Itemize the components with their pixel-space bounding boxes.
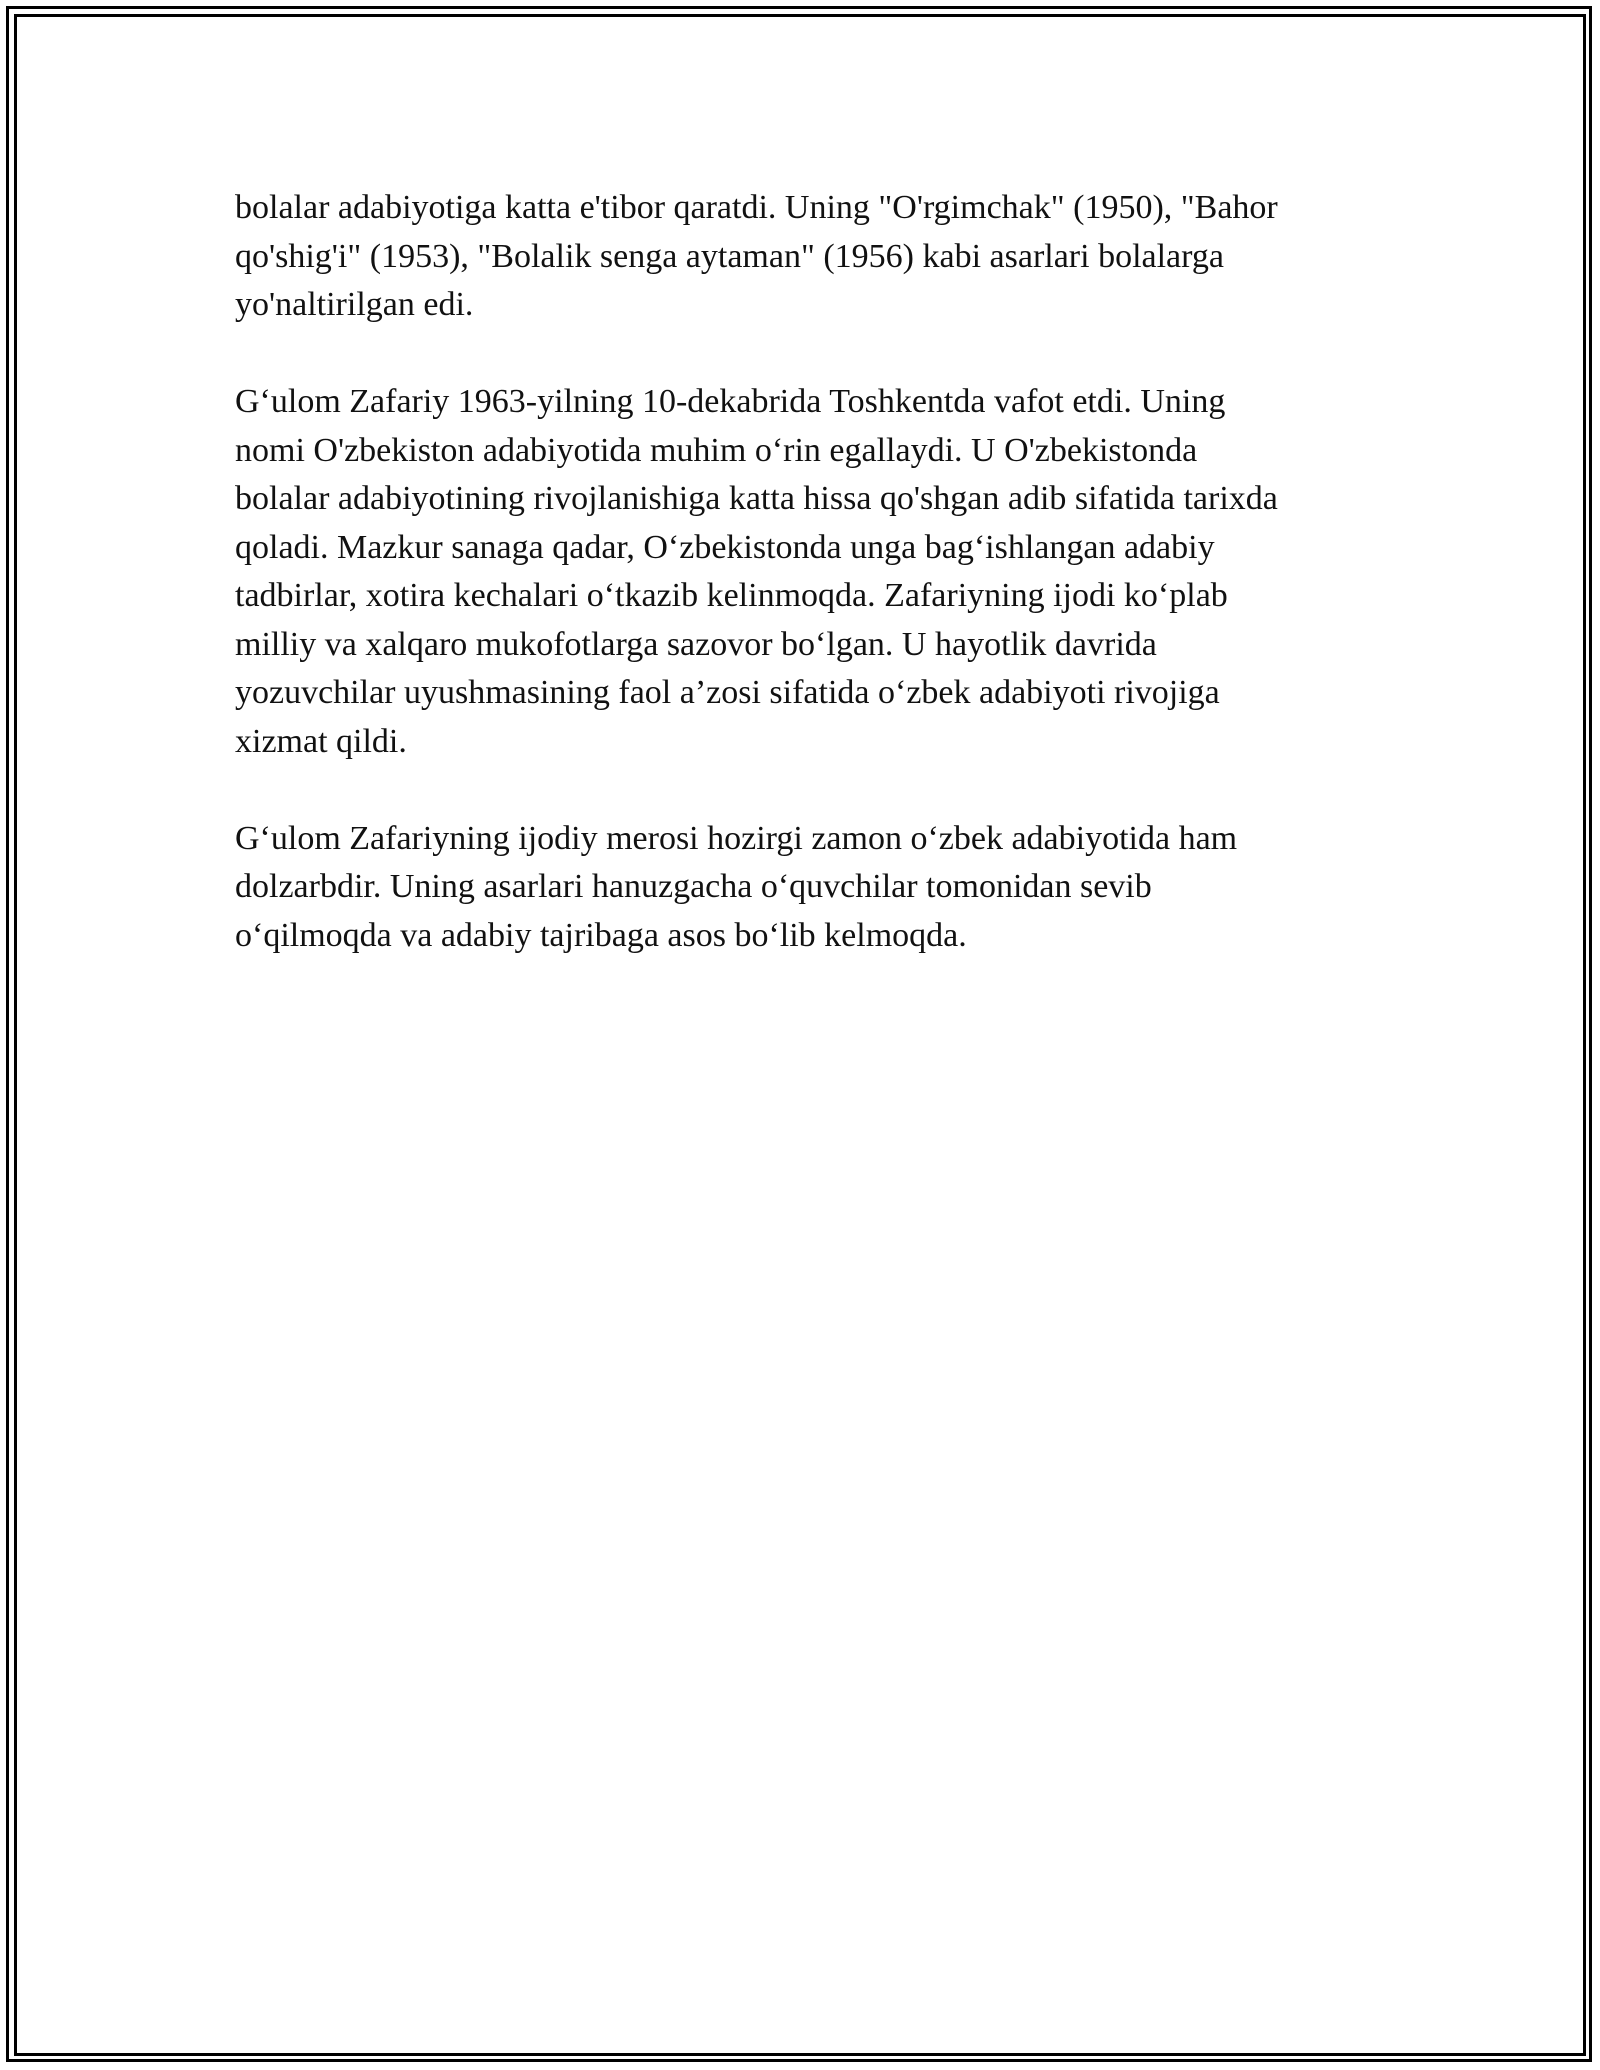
text-line: yozuvchilar uyushmasining faol a’zosi sifatida o‘zbek adabiyoti rivojiga [235, 674, 1220, 711]
text-line: milliy va xalqaro mukofotlarga sazovor bo‘lgan. U hayotlik davrida [235, 625, 1157, 663]
paragraph-1 [235, 184, 1375, 330]
text-line: bolalar adabiyotiga katta e'tibor qaratdi. Uning "O'rgimchak" (1950), "Bahor [235, 189, 1278, 226]
text-line: o‘qilmoqda va adabiy tajribaga asos bo‘lib kelmoqda. [235, 916, 967, 954]
text-line: nomi O'zbekiston adabiyotida muhim o‘rin egallaydi. U O'zbekistonda [235, 431, 1198, 469]
text-line: G‘ulom Zafariyning ijodiy merosi hozirgi zamon o‘zbek adabiyotida ham [235, 819, 1238, 857]
text-line: bolalar adabiyotining rivojlanishiga katta hissa qo'shgan adib sifatida tarixda [235, 480, 1278, 517]
text-line: G‘ulom Zafariy 1963-yilning 10-dekabrida Toshkentda vafot etdi. Uning [235, 383, 1226, 420]
text-line: qoladi. Mazkur sanaga qadar, O‘zbekistonda unga bag‘ishlangan adabiy [235, 528, 1215, 566]
document-body [235, 184, 1375, 1009]
text-line: qo'shig'i" (1953), "Bolalik senga aytaman" (1956) kabi asarlari bolalarga [235, 237, 1224, 275]
text-line: xizmat qildi. [235, 722, 407, 760]
text-line: yo'naltirilgan edi. [235, 286, 474, 323]
text-line: tadbirlar, xotira kechalari o‘tkazib kelinmoqda. Zafariyning ijodi ko‘plab [235, 577, 1228, 614]
paragraph-3 [235, 815, 1375, 961]
paragraph-2 [235, 378, 1375, 766]
text-line: dolzarbdir. Uning asarlari hanuzgacha o‘quvchilar tomonidan sevib [235, 868, 1152, 905]
